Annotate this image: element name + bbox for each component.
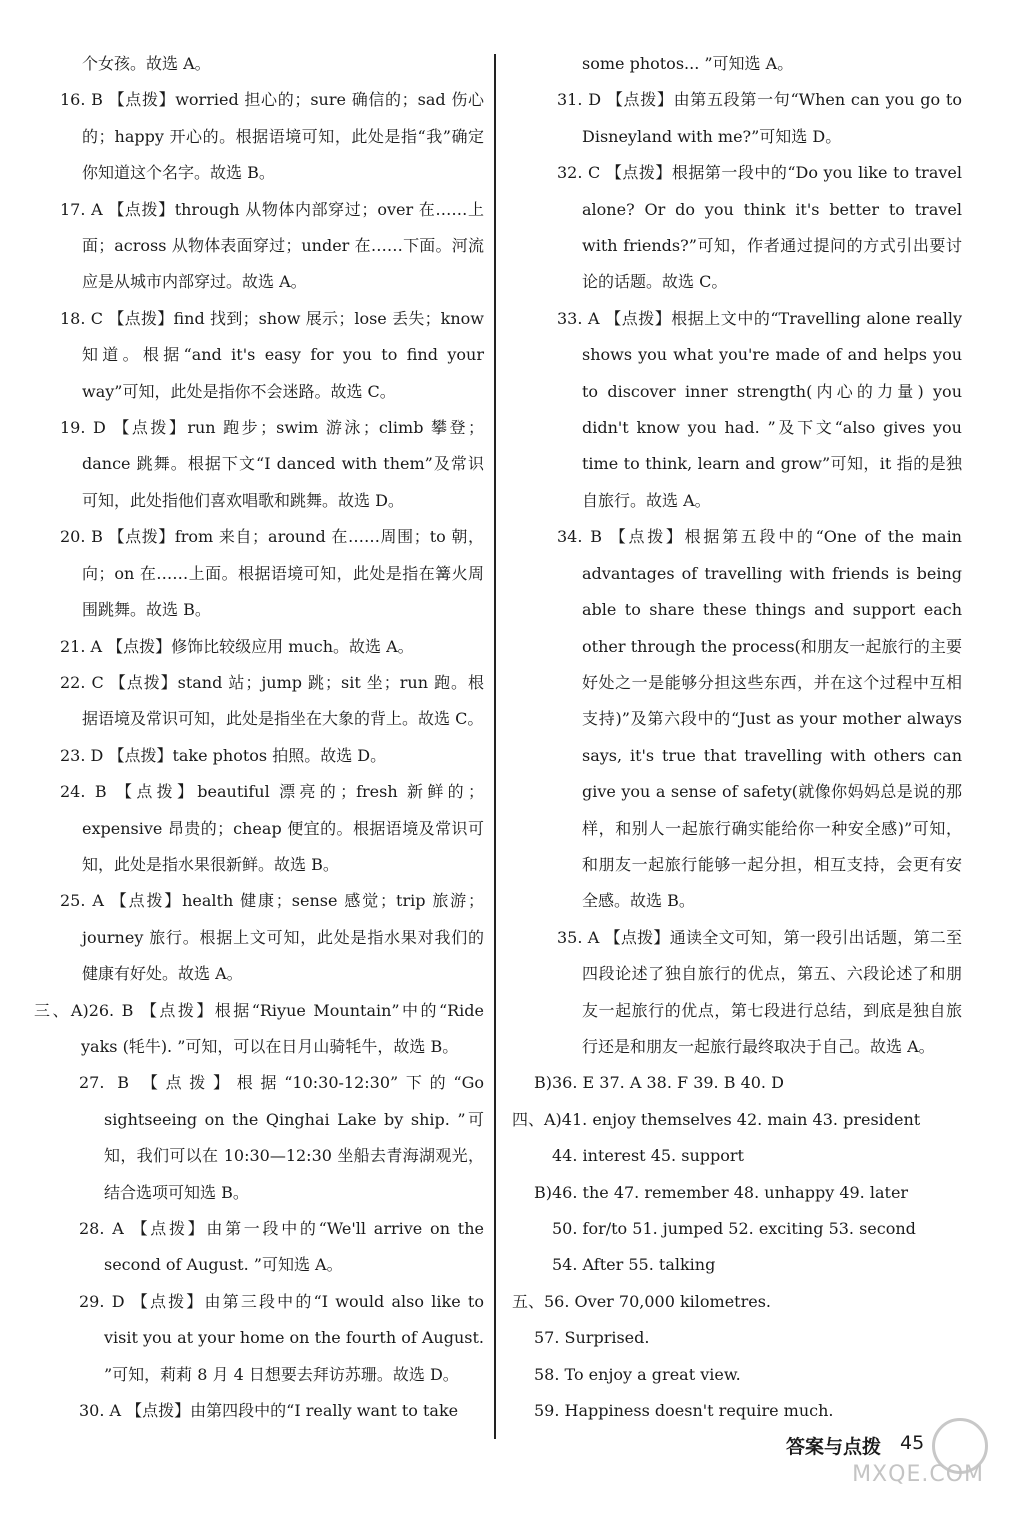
answer-23: 23. D 【点拨】take photos 拍照。故选 D。: [60, 745, 387, 765]
answer-58: 58. To enjoy a great view.: [534, 1364, 741, 1384]
answer-17: 17. A 【点拨】through 从物体内部穿过；over 在……上面；across 从物体表面穿过；under 在……下面。河流应是从城市内部穿过。故选 A。: [60, 199, 484, 292]
answer-25: 25. A 【点拨】health 健康；sense 感觉；trip 旅游；journey 旅行。根据上文可知，此处是指水果对我们的健康有好处。故选 A。: [60, 891, 484, 984]
column-divider: [494, 54, 496, 1439]
answer-56: 五、56. Over 70,000 kilometres.: [512, 1291, 772, 1311]
page-footer: [768, 1418, 988, 1488]
answer-33: 33. A 【点拨】根据上文中的“Travelling alone really shows you what you're made of and helps you to discover inner strength(内心的力量) you didn't know you had. ”及下文“also gives you time to think, learn and grow”可知，it 指的是独自旅行。故选 A。: [557, 308, 962, 510]
answer-30: 30. A 【点拨】由第四段中的“I really want to take: [79, 1401, 459, 1421]
answer-19: 19. D 【点拨】run 跑步；swim 游泳；climb 攀登；dance 跳舞。根据下文“I danced with them”及常识可知，此处指他们喜欢唱歌和跳舞。故选 D。: [60, 418, 484, 510]
answer-26: 三、A)26. B 【点拨】根据“Riyue Mountain”中的“Ride yaks (牦牛). ”可知，可以在日月山骑牦牛，故选 B。: [34, 1000, 484, 1056]
answers-41-43: 四、A)41. enjoy themselves 42. main 43. president: [512, 1109, 921, 1129]
answer-16: 16. B 【点拨】worried 担心的；sure 确信的；sad 伤心的；happy 开心的。根据语境可知，此处是指“我”确定你知道这个名字。故选 B。: [60, 90, 484, 183]
answer-34: 34. B 【点拨】根据第五段中的“One of the main advantages of travelling with friends is being able to share these things and support each other through the process(和朋友一起旅行的主要好处之一是能够分担这些东西，并在这个过程中互相支持)”及第六段中的“Just as your mother always says, it's true that travelling with others can give you a sense of safety(就像你妈妈总是说的那样，和别人一起旅行确实能给你一种安全感)”可知，和朋友一起旅行能够一起分担，相互支持，会更有安全感。故选 B。: [557, 527, 962, 911]
answer-21: 21. A 【点拨】修饰比较级应用 much。故选 A。: [60, 636, 414, 656]
answer-31: 31. D 【点拨】由第五段第一句“When can you go to Disneyland with me?”可知选 D。: [557, 90, 962, 146]
answer-29: 29. D 【点拨】由第三段中的“I would also like to visit you at your home on the fourth of August. ”可知，莉莉 8 月 4 日想要去拜访苏珊。故选 D。: [79, 1291, 484, 1384]
answer-24: 24. B 【点拨】beautiful 漂亮的；fresh 新鲜的；expensive 昂贵的；cheap 便宜的。根据语境及常识可知，此处是指水果很新鲜。故选 B。: [60, 782, 484, 874]
page-number: 45: [900, 1432, 925, 1454]
answers-36-40: B)36. E 37. A 38. F 39. B 40. D: [534, 1073, 784, 1093]
watermark: MXQE.COM: [852, 1462, 984, 1487]
answer-57: 57. Surprised.: [534, 1328, 650, 1348]
answer-entry: 个女孩。故选 A。: [82, 54, 211, 73]
answers-44-45: 44. interest 45. support: [552, 1146, 744, 1166]
answer-28: 28. A 【点拨】由第一段中的“We'll arrive on the second of August. ”可知选 A。: [79, 1219, 484, 1275]
answers-50-53: 50. for/to 51. jumped 52. exciting 53. second: [552, 1219, 916, 1238]
answer-35: 35. A 【点拨】通读全文可知，第一段引出话题，第二至四段论述了独自旅行的优点，第五、六段论述了和朋友一起旅行的优点，第七段进行总结，到底是独自旅行还是和朋友一起旅行最终取决于自己。故选 A。: [557, 927, 962, 1056]
footer-label: 答案与点拨: [786, 1436, 882, 1458]
right-column: [512, 46, 962, 1429]
answer-22: 22. C 【点拨】stand 站；jump 跳；sit 坐；run 跑。根据语境及常识可知，此处是指坐在大象的背上。故选 C。: [60, 672, 484, 729]
answer-32: 32. C 【点拨】根据第一段中的“Do you like to travel alone? Or do you think it's better to travel with friends?”可知，作者通过提问的方式引出要讨论的话题。故选 C。: [557, 163, 962, 292]
answer-30-continued: some photos... ”可知选 A。: [582, 54, 794, 73]
answer-59: 59. Happiness doesn't require much.: [534, 1401, 834, 1421]
answers-54-55: 54. After 55. talking: [552, 1255, 716, 1275]
answers-46-49: B)46. the 47. remember 48. unhappy 49. later: [534, 1182, 909, 1202]
left-column: [34, 46, 484, 1429]
answer-27: 27. B 【点拨】根据“10:30-12:30”下的“Go sightseeing on the Qinghai Lake by ship. ”可知，我们可以在 10:30—12:30 坐船去青海湖观光，结合选项可知选 B。: [79, 1073, 484, 1202]
answer-20: 20. B 【点拨】from 来自；around 在……周围；to 朝，向；on 在……上面。根据语境可知，此处是指在篝火周围跳舞。故选 B。: [60, 527, 484, 620]
answer-18: 18. C 【点拨】find 找到；show 展示；lose 丢失；know 知道。根据“and it's easy for you to find your way”可知，此处是指你不会迷路。故选 C。: [60, 308, 484, 401]
